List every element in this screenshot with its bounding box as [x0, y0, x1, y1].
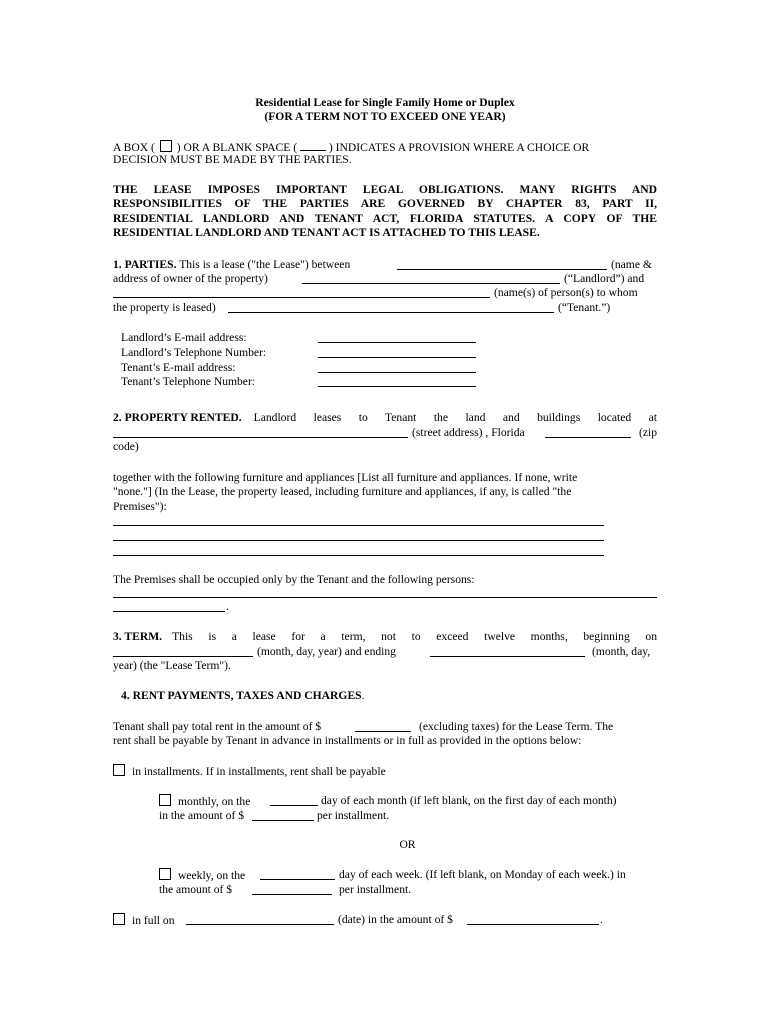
- term-text-4: year) (the "Lease Term").: [113, 659, 231, 672]
- notice-a-box: A BOX (: [113, 141, 155, 154]
- rent-heading-period: .: [361, 689, 365, 702]
- rent-text-1a: Tenant shall pay total rent in the amount of $: [113, 720, 322, 733]
- monthly-checkbox[interactable]: [159, 794, 171, 806]
- rent-text-1b: (excluding taxes) for the Lease Term. The: [419, 720, 614, 733]
- occupants-line-2[interactable]: [113, 611, 225, 612]
- full-option: [113, 913, 175, 929]
- rent-heading: 4. RENT PAYMENTS, TAXES AND CHARGES: [121, 689, 362, 702]
- warning-line-1: THE LEASE IMPOSES IMPORTANT LEGAL OBLIGATIONS. MANY RIGHTS AND: [113, 183, 657, 196]
- monthly-per-installment: per installment.: [317, 809, 390, 822]
- term-line-1: [113, 630, 657, 645]
- full-checkbox[interactable]: [113, 913, 125, 925]
- tenant-email-label: Tenant’s E-mail address:: [121, 361, 236, 374]
- or-separator: OR: [399, 838, 416, 851]
- full-label: in full on: [132, 914, 175, 927]
- parties-heading: 1. PARTIES.: [113, 258, 177, 271]
- parties-text-4: the property is leased): [113, 301, 216, 314]
- property-heading: 2. PROPERTY RENTED.: [113, 411, 242, 424]
- installments-checkbox[interactable]: [113, 764, 125, 776]
- occupants-text: The Premises shall be occupied only by the Tenant and the following persons:: [113, 573, 475, 586]
- property-code-label: code): [113, 440, 139, 453]
- landlord-address-field[interactable]: [302, 283, 560, 284]
- tenant-email-field[interactable]: [318, 372, 476, 373]
- notice-line-2: DECISION MUST BE MADE BY THE PARTIES.: [113, 153, 352, 166]
- weekly-text: day of each week. (If left blank, on Monday of each week.) in: [339, 868, 626, 881]
- property-text-1: Landlord leases to Tenant the land and buildings located at: [253, 411, 657, 424]
- street-address-field[interactable]: [113, 437, 408, 438]
- monthly-option: [159, 794, 250, 810]
- landlord-email-field[interactable]: [318, 342, 476, 343]
- tenant-phone-label: Tenant’s Telephone Number:: [121, 375, 256, 388]
- weekly-amount-label: the amount of $: [159, 883, 233, 896]
- monthly-label: monthly, on the: [178, 795, 251, 808]
- weekly-per-installment: per installment.: [339, 883, 412, 896]
- total-rent-field[interactable]: [355, 731, 411, 732]
- lease-title: Residential Lease for Single Family Home or Duplex: [255, 96, 515, 109]
- term-text-3: (month, day,: [592, 645, 651, 658]
- full-date-field[interactable]: [186, 924, 334, 925]
- furniture-text-1: together with the following furniture and appliances [List all furniture and appliances. If none, write: [113, 471, 578, 484]
- property-street-label: (street address) , Florida: [412, 426, 525, 439]
- furniture-line-1[interactable]: [113, 525, 604, 526]
- tenant-name-field[interactable]: [113, 297, 490, 298]
- installments-option: [113, 764, 386, 780]
- furniture-line-3[interactable]: [113, 555, 604, 556]
- zip-field[interactable]: [545, 437, 631, 438]
- full-amount-label: (date) in the amount of $: [338, 913, 453, 926]
- landlord-phone-field[interactable]: [318, 357, 476, 358]
- furniture-text-3: Premises"):: [113, 500, 167, 513]
- notice-or-blank: ) OR A BLANK SPACE (: [176, 141, 298, 154]
- rent-heading-line: [121, 689, 365, 704]
- term-text-2: (month, day, year) and ending: [257, 645, 396, 658]
- weekly-checkbox[interactable]: [159, 868, 171, 880]
- monthly-amount-field[interactable]: [252, 820, 314, 821]
- warning-line-4: RESIDENTIAL LANDLORD AND TENANT ACT IS ATTACHED TO THIS LEASE.: [113, 226, 540, 239]
- weekly-option: [159, 868, 245, 884]
- weekly-label: weekly, on the: [178, 869, 246, 882]
- monthly-amount-label: in the amount of $: [159, 809, 245, 822]
- parties-tenant-label: (“Tenant.”): [558, 301, 611, 314]
- furniture-line-2[interactable]: [113, 540, 604, 541]
- parties-landlord-label: (“Landlord”) and: [564, 272, 645, 285]
- tenant-phone-field[interactable]: [318, 386, 476, 387]
- monthly-day-field[interactable]: [270, 805, 318, 806]
- lease-subtitle: (FOR A TERM NOT TO EXCEED ONE YEAR): [264, 110, 506, 123]
- rent-text-2: rent shall be payable by Tenant in advance in installments or in full as provided in the options below:: [113, 734, 582, 747]
- notice-indicates: ) INDICATES A PROVISION WHERE A CHOICE OR: [328, 141, 590, 154]
- warning-line-3: RESIDENTIAL LANDLORD AND TENANT ACT, FLORIDA STATUTES. A COPY OF THE: [113, 212, 657, 225]
- installments-label: in installments. If in installments, rent shall be payable: [132, 765, 386, 778]
- landlord-name-field[interactable]: [397, 269, 607, 270]
- property-zip-label: (zip: [639, 426, 658, 439]
- tenant-property-field[interactable]: [228, 312, 554, 313]
- full-amount-field[interactable]: [467, 924, 599, 925]
- occupants-period: .: [226, 600, 229, 613]
- landlord-email-label: Landlord’s E-mail address:: [121, 331, 247, 344]
- term-heading: 3. TERM.: [113, 630, 163, 643]
- term-end-date-field[interactable]: [430, 656, 585, 657]
- parties-line-1: [113, 258, 350, 273]
- warning-line-2: RESPONSIBILITIES OF THE PARTIES ARE GOVERNED BY CHAPTER 83, PART II,: [113, 197, 657, 210]
- full-period: .: [600, 913, 603, 926]
- term-begin-date-field[interactable]: [113, 656, 253, 657]
- occupants-line-1[interactable]: [113, 597, 657, 598]
- property-line-1: [113, 411, 657, 426]
- parties-text-1: This is a lease ("the Lease") between: [179, 258, 351, 271]
- parties-name-and: (name &: [611, 258, 652, 271]
- furniture-text-2: "none."] (In the Lease, the property leased, including furniture and appliances, if any, is called "the: [113, 485, 572, 498]
- term-text-1: This is a lease for a term, not to exceed twelve months, beginning on: [172, 630, 657, 643]
- example-blank: [300, 139, 326, 151]
- parties-text-2: address of owner of the property): [113, 272, 268, 285]
- monthly-text: day of each month (if left blank, on the first day of each month): [321, 794, 617, 807]
- weekly-amount-field[interactable]: [252, 894, 332, 895]
- landlord-phone-label: Landlord’s Telephone Number:: [121, 346, 267, 359]
- weekly-day-field[interactable]: [260, 879, 335, 880]
- example-checkbox: [160, 140, 172, 152]
- parties-text-3: (name(s) of person(s) to whom: [494, 286, 638, 299]
